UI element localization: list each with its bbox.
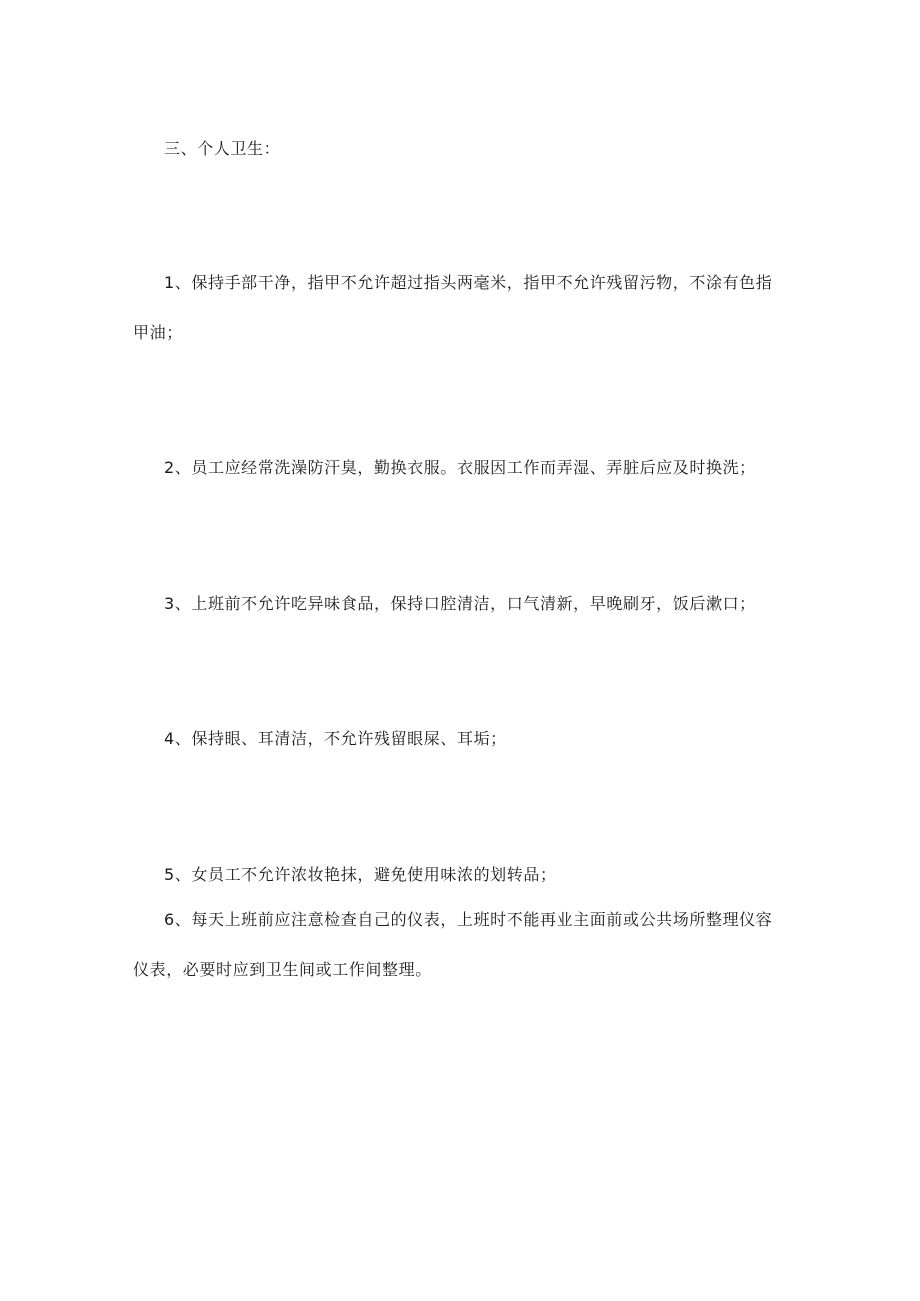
- item-1-line-1: 1、保持手部干净，指甲不允许超过指头两毫米，指甲不允许残留污物，不涂有色指: [164, 273, 773, 292]
- item-5: 5、女员工不允许浓妆艳抹，避免使用味浓的划转品；: [164, 865, 557, 884]
- section-heading: 三、个人卫生：: [164, 139, 281, 158]
- item-6-line-1: 6、每天上班前应注意检查自己的仪表，上班时不能再业主面前或公共场所整理仪容: [164, 910, 773, 929]
- item-4: 4、保持眼、耳清洁，不允许残留眼屎、耳垢；: [164, 729, 507, 748]
- item-2: 2、员工应经常洗澡防汗臭，勤换衣服。衣服因工作而弄湿、弄脏后应及时换洗；: [164, 458, 756, 477]
- item-3: 3、上班前不允许吃异味食品，保持口腔清洁，口气清新，早晚刷牙，饭后漱口；: [164, 594, 756, 613]
- item-6-line-2: 仪表，必要时应到卫生间或工作间整理。: [133, 960, 432, 979]
- item-1-line-2: 甲油；: [133, 323, 183, 342]
